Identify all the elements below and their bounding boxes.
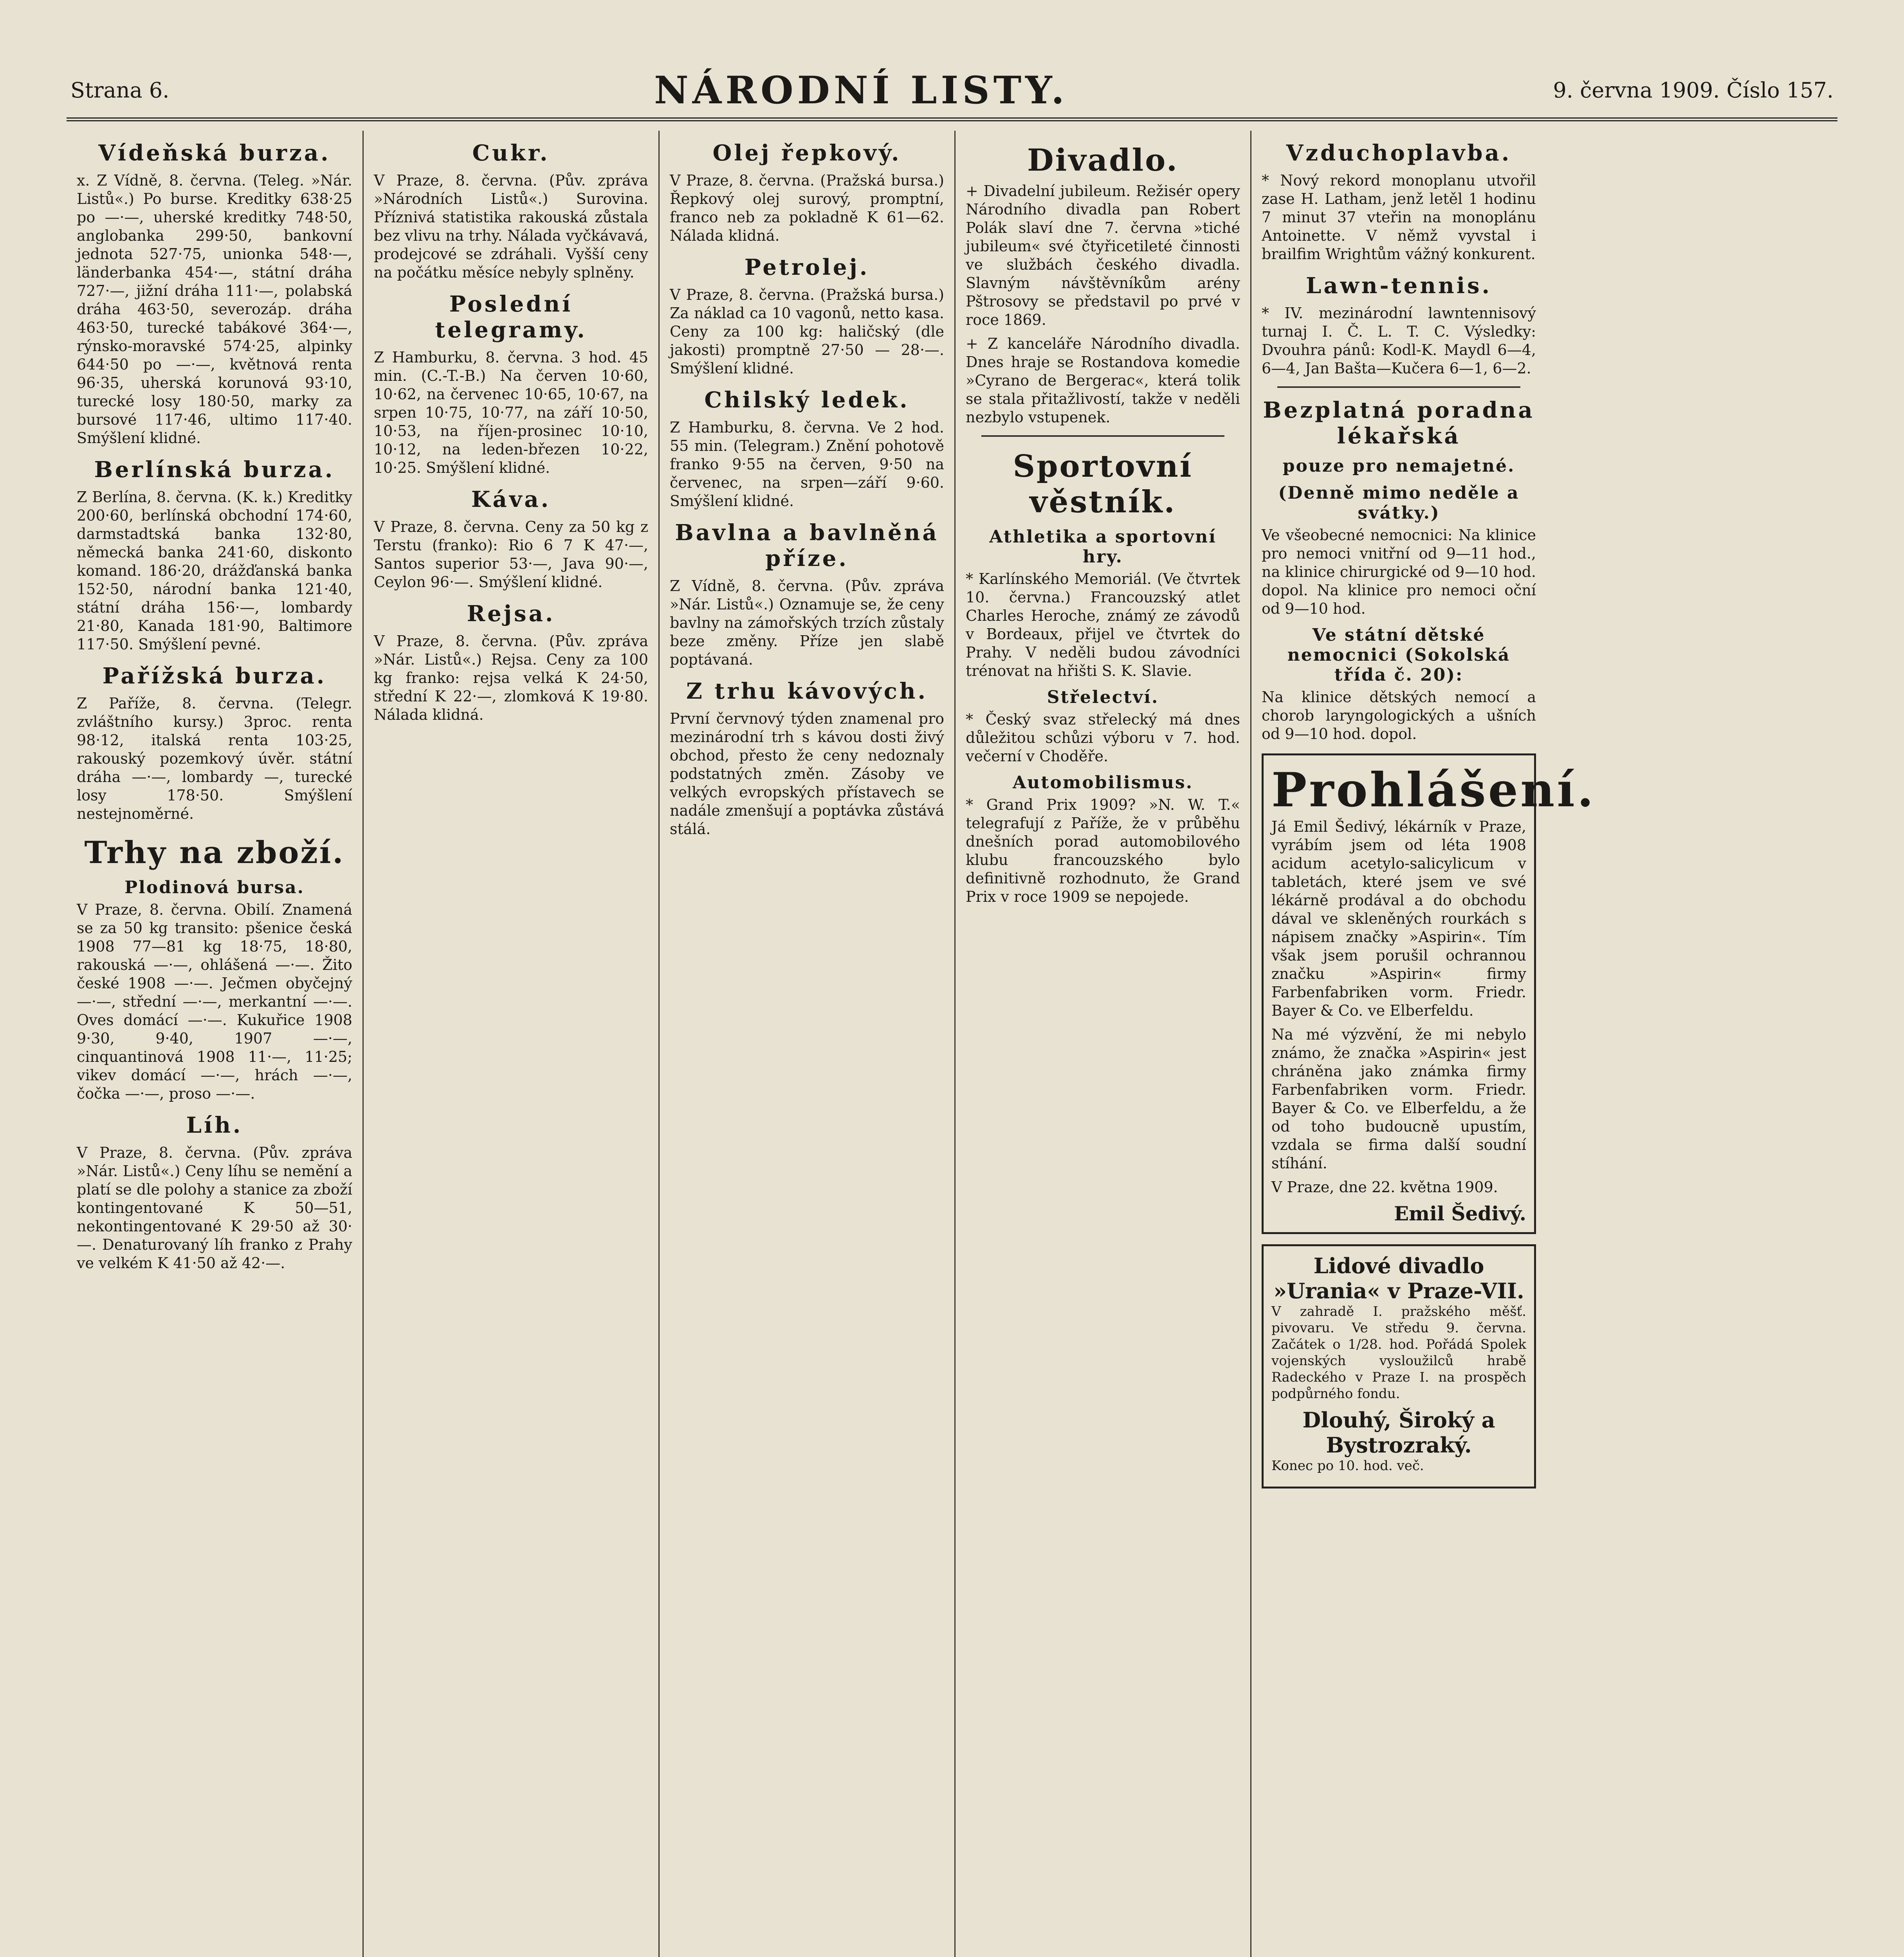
- announcement-signature: Emil Šedivý.: [1394, 1202, 1526, 1225]
- heading-tennis: Lawn-tennis.: [1305, 273, 1492, 299]
- sport-text: * Karlínského Memoriál. (Ve čtvrtek 10. června.) Francouzský atlet Charles Heroche, známý ze závodů v Bordeaux, přijel ve čtvrtek do Prahy. V neděli budou závodníci trénovat na hřišti S. K. Slavie.: [966, 570, 1240, 679]
- theatre-ad-box: [1262, 1244, 1536, 1488]
- column-1: [67, 131, 362, 1957]
- berlin-exchange-text: Z Berlína, 8. června. (K. k.) Kreditky 200·60, berlínská obchodní 174·60, darmstadtská banka 132·80, německá banka 241·60, diskonto komand. 186·20, drážďanská banka 152·50, národní banka 121·40, státní dráha 156·—, lombardy 21·80, Kanada 181·90, Baltimore 117·50. Smýšlení pevné.: [77, 488, 352, 653]
- coffee-text: V Praze, 8. června. Ceny za 50 kg z Terstu (franko): Rio 6 7 K 47·—, Santos superior 53·—, Java 90·—, Ceylon 96·—. Smýšlení klidné.: [374, 518, 648, 591]
- theatre-ad-text: V zahradě I. pražského měšť. pivovaru. Ve středu 9. června. Začátek o 1/28. hod. Pořádá Spolek vojenských vysloužilců hrabě Radeckého v Praze I. na prospěch podpůrného fondu.: [1271, 1304, 1526, 1402]
- petroleum-text: V Praze, 8. června. (Pražská bursa.) Za náklad ca 10 vagonů, netto kasa. Ceny za 100 kg: haličský (dle jakosti) promptně 27·50 — 28·—. Smýšlení klidné.: [670, 286, 944, 377]
- heading-coffee-market: Z trhu kávových.: [686, 678, 928, 704]
- heading-free-clinics: Bezplatná poradna lékařská: [1263, 397, 1535, 449]
- auto-text: * Grand Prix 1909? »N. W. T.« telegrafují z Paříže, že v průběhu dnešních porad automobilového klubu francouzského bylo definitivně rozhodnuto, že Grand Prix v roce 1909 se nepojede.: [966, 796, 1240, 905]
- telegrams-text: Z Hamburku, 8. června. 3 hod. 45 min. (C.-T.-B.) Na červen 10·60, 10·62, na červenec 10·65, 10·67, na srpen 10·75, 10·77, na září 10·50, 10·53, na říjen-prosinec 10·10, 10·12, na leden-březen 10·22, 10·25. Smýšlení klidné.: [374, 349, 648, 476]
- sugar-text: V Praze, 8. června. (Pův. zpráva »Národních Listů«.) Surovina. Příznivá statistika rakouská zůstala bez vlivu na trhy. Nálada vyčkávavá, prodejcové se zdráhali. Vyšší ceny na počátku měsíce nebyly splněny.: [374, 172, 648, 281]
- theatre-text: + Divadelní jubileum. Režisér opery Národního divadla pan Robert Polák slaví dne 7. června »tiché jubileum« své čtyřicetileté činnosti ve službách českého divadla. Slavným návštěvníkům arény Pštrosovy se představil po prvé v roce 1869.: [966, 182, 1240, 328]
- heading-aviation: Vzduchoplavba.: [1286, 140, 1512, 166]
- vienna-exchange-text: x. Z Vídně, 8. června. (Teleg. »Nár. Listů«.) Po burse. Kreditky 638·25 po —·—, uherské kreditky 748·50, anglobanka 299·50, bankovní jednota 527·75, unionka 548·—, länderbanka 454·—, státní dráha 727·—, jižní dráha 111·—, polabská dráha 463·50, severozáp. dráha 463·50, turecké tabákové 364·—, rýnsko-moravské 574·25, alpinky 644·50 po —·—, květnová renta 96·35, uherská korunová 93·10, turecké losy 180·50, marky za bursové 117·46, ultimo 117·40. Smýšlení klidné.: [77, 172, 352, 447]
- column-2: [362, 131, 658, 1957]
- cotton-text: Z Vídně, 8. června. (Pův. zpráva »Nár. Listů«.) Oznamuje se, že ceny bavlny na zámořských trzích zůstaly beze změny. Příze jen slabě poptávaná.: [670, 577, 944, 668]
- divider: [1277, 386, 1520, 388]
- paper-title: NÁRODNÍ LISTY.: [654, 68, 1068, 112]
- column-4: [954, 131, 1250, 1957]
- date-issue: 9. června 1909. Číslo 157.: [1553, 77, 1834, 103]
- aviation-text: * Nový rekord monoplanu utvořil zase H. Latham, jenž letěl 1 hodinu 7 minut 37 vteřin na monoplánu Antoinette. V němž vyvstal i brailfim Wrightům vážný konkurent.: [1262, 172, 1536, 263]
- theatre-text-2: + Z kanceláře Národního divadla. Dnes hraje se Rostandova komedie »Cyrano de Bergerac«, která tolik se stala přitažlivostí, takže v neděli nezbylo vstupenek.: [966, 335, 1240, 426]
- heading-last-telegrams: Poslední telegramy.: [435, 291, 587, 343]
- heading-sports: Sportovní věstník.: [1013, 449, 1193, 520]
- announcement-text-2: Na mé výzvění, že mi nebylo známo, že značka »Aspirin« jest chráněna jako známka firmy Farbenfabriken vorm. Friedr. Bayer & Co. ve Elberfeldu, a že od toho budoucně upustím, vzdala se firma další soudní stíhání.: [1271, 1026, 1526, 1172]
- heading-chile-saltpeter: Chilský ledek.: [704, 387, 910, 413]
- shooting-text: * Český svaz střelecký má dnes důležitou schůzi výboru v 7. hod. večerní v Choděře.: [966, 711, 1240, 765]
- announcement-place: V Praze, dne 22. května 1909.: [1271, 1179, 1498, 1196]
- page-label: Strana 6.: [70, 77, 169, 103]
- masthead: [67, 63, 1837, 121]
- subheading-automobiles: Automobilismus.: [1012, 773, 1194, 793]
- heading-childrens-hospital: Ve státní dětské nemocnici (Sokolská třída č. 20):: [1287, 625, 1511, 685]
- divider: [981, 435, 1224, 437]
- subheading-produce-exchange: Plodinová bursa.: [124, 878, 305, 897]
- rice-text: V Praze, 8. června. (Pův. zpráva »Nár. Listů«.) Rejsa. Ceny za 100 kg franko: rejsa velká K 24·50, střední K 22·—, zlomková K 19·80. Nálada klidná.: [374, 633, 648, 723]
- clinics-paren-note: (Denně mimo neděle a svátky.): [1278, 483, 1520, 523]
- heading-berlin-exchange: Berlínská burza.: [94, 457, 335, 483]
- columns: [67, 131, 1837, 1957]
- heading-rice: Rejsa.: [467, 601, 555, 627]
- oil-text: V Praze, 8. června. (Pražská bursa.) Řepkový olej surový, promptní, franco neb za pokladně K 61—62. Nálada klidná.: [670, 172, 944, 244]
- tennis-text: * IV. mezinárodní lawntennisový turnaj I. Č. L. T. C. Výsledky: Dvouhra pánů: Kodl-K. Maydl 6—4, 6—4, Jan Bašta—Kučera 6—1, 6—2.: [1262, 305, 1536, 377]
- coffee-market-text: První červnový týden znamenal pro mezinárodní trh s kávou dosti živý obchod, přesto že ceny nedoznaly podstatných změn. Zásoby ve velkých evropských přístavech se nadále zmenšují a poptávka zůstává stálá.: [670, 710, 944, 838]
- subheading-shooting: Střelectví.: [1047, 687, 1159, 707]
- column-5: [1250, 131, 1596, 1957]
- column-3: [658, 131, 954, 1957]
- heading-theatre: Divadlo.: [1027, 142, 1179, 178]
- subheading-athletics: Athletika a sportovní hry.: [989, 527, 1217, 567]
- heading-coffee: Káva.: [471, 487, 551, 512]
- clinics-text: Ve všeobecné nemocnici: Na klinice pro nemoci vnitřní od 9—11 hod., na klinice chirurgické od 9—10 hod. dopol. Na klinice pro nemoci oční od 9—10 hod.: [1262, 526, 1536, 617]
- announcement-title: Prohlášení.: [1271, 762, 1596, 818]
- heading-petroleum: Petrolej.: [744, 254, 870, 280]
- theatre-ad-play: Dlouhý, Široký a Bystrozraký.: [1302, 1407, 1495, 1458]
- heading-cotton: Bavlna a bavlněná příze.: [675, 520, 939, 571]
- theatre-ad-title: Lidové divadlo »Urania« v Praze-VII.: [1273, 1253, 1524, 1303]
- commodity-text: V Praze, 8. června. Obilí. Znamená se za 50 kg transito: pšenice česká 1908 77—81 kg 18·75, 18·80, rakouská —·—, ohlášená —·—. Žito české 1908 —·—. Ječmen obyčejný —·—, střední —·—, merkantní —·—. Oves domácí —·—. Kukuřice 1908 9·30, 9·40, 1907 —·—, cinquantinová 1908 11·—, 11·25; vikev domácí —·—, hrách —·—, čočka —·—, proso —·—.: [77, 901, 352, 1102]
- paris-exchange-text: Z Paříže, 8. června. (Telegr. zvláštního kursy.) 3proc. renta 98·12, italská renta 103·25, rakouský pozemkový úvěr. státní dráha —·—, lombardy —, turecké losy 178·50. Smýšlení nestejnoměrné.: [77, 695, 352, 822]
- saltpeter-text: Z Hamburku, 8. června. Ve 2 hod. 55 min. (Telegram.) Znění pohotově franko 9·55 na červen, 9·50 na červenec, na srpen—září 9·60. Smýšlení klidné.: [670, 419, 944, 510]
- childrens-text: Na klinice dětských nemocí a chorob laryngologických a ušních od 9—10 hod. dopol.: [1262, 688, 1536, 742]
- heading-commodity-markets: Trhy na zboží.: [84, 835, 345, 870]
- heading-spirits: Líh.: [186, 1112, 243, 1138]
- announcement-text: Já Emil Šedivý, lékárník v Praze, vyrábím jsem od léta 1908 acidum acetylo-salicylicum v tabletách, které jsem ve své lékárně prodával a do obchodu dával ve skleněných rourkách s nápisem značky »Aspirin«. Tím však jsem porušil ochrannou značku »Aspirin« firmy Farbenfabriken vorm. Friedr. Bayer & Co. ve Elberfeldu.: [1271, 818, 1526, 1019]
- spirits-text: V Praze, 8. června. (Pův. zpráva »Nár. Listů«.) Ceny líhu se nemění a platí se dle polohy a stanice za zboží kontingentované K 50—51, nekontingentované K 29·50 až 30·—. Denaturovaný líh franko z Prahy ve velkém K 41·50 až 42·—.: [77, 1144, 352, 1272]
- heading-vienna-exchange: Vídeňská burza.: [98, 140, 331, 166]
- heading-paris-exchange: Pařížská burza.: [102, 663, 327, 689]
- heading-rapeseed-oil: Olej řepkový.: [712, 140, 902, 166]
- theatre-ad-end: Konec po 10. hod. več.: [1271, 1458, 1424, 1474]
- heading-sugar: Cukr.: [472, 140, 550, 166]
- clinics-subheading: pouze pro nemajetné.: [1282, 456, 1515, 476]
- announcement-box: [1262, 753, 1596, 1234]
